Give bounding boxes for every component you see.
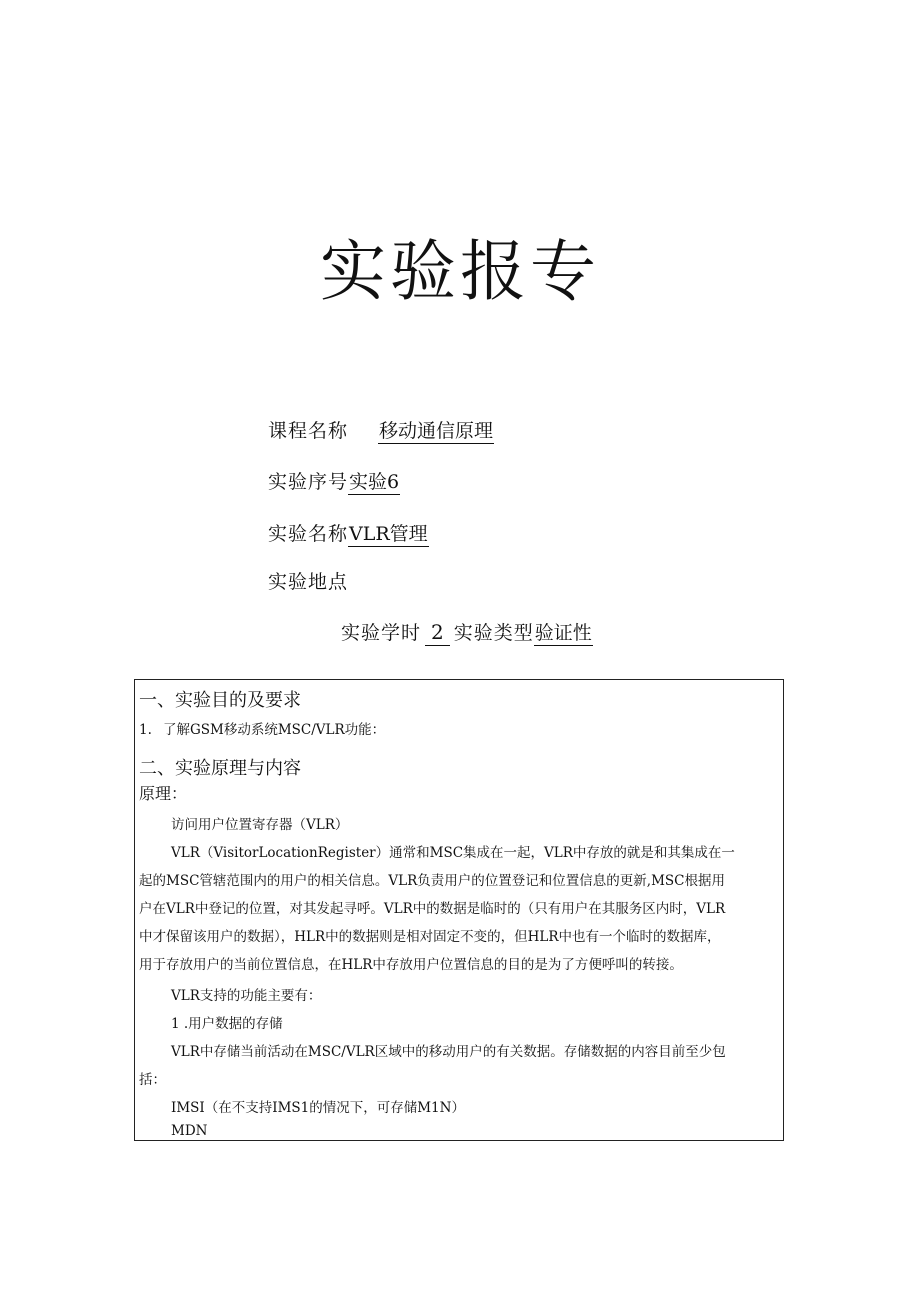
paragraph-line: VLR（VisitorLocationRegister）通常和MSC集成在一起，VLR中存放的就是和其集成在一 — [171, 845, 735, 861]
paragraph-line: IMSI（在不支持IMS1的情况下，可存储M1N） — [171, 1100, 465, 1116]
name-row — [268, 519, 429, 546]
paragraph-line: 户在VLR中登记的位置，对其发起寻呼。VLR中的数据是临时的（只有用户在其服务区内时，VLR — [139, 901, 726, 917]
course-value: 移动通信原理 — [379, 420, 494, 442]
seq-value: 实验6 — [349, 471, 400, 493]
section2-heading: 二、实验原理与内容 — [139, 758, 301, 779]
paragraph-line: VLR中存储当前活动在MSC/VLR区域中的移动用户的有关数据。存储数据的内容目前至少包 — [171, 1044, 726, 1060]
name-label: 实验名称 — [268, 523, 349, 545]
paragraph-line: VLR支持的功能主要有： — [171, 988, 322, 1004]
paragraph-line: MDN — [171, 1123, 208, 1139]
item1-number: 1. — [139, 722, 152, 738]
principle-label: 原理： — [139, 784, 188, 803]
content-box — [134, 679, 784, 1141]
section1-heading: 一、实验目的及要求 — [139, 690, 301, 711]
hours-value: 2 — [425, 620, 450, 646]
paragraph-line: 括： — [139, 1072, 166, 1088]
seq-row — [268, 467, 400, 494]
hours-label: 实验学时 — [341, 622, 422, 644]
course-label: 课程名称 — [268, 420, 349, 442]
item1-text: 了解GSM移动系统MSC/VLR功能： — [163, 722, 386, 738]
paragraph-line: 用于存放用户的当前位置信息，在HLR中存放用户位置信息的目的是为了方便呼叫的转接。 — [139, 957, 683, 973]
paragraph-line: 起的MSC管辖范围内的用户的相关信息。VLR负责用户的位置登记和位置信息的更新,MSC根据用 — [139, 873, 725, 889]
course-row — [268, 416, 494, 443]
hours-row — [341, 618, 593, 645]
seq-label: 实验序号 — [268, 471, 349, 493]
paragraph-line: 中才保留该用户的数据），HLR中的数据则是相对固定不变的，但HLR中也有一个临时的数据库， — [139, 929, 721, 945]
paragraph-line: 访问用户位置寄存器（VLR） — [171, 817, 349, 833]
name-value: VLR管理 — [349, 523, 428, 545]
document-title: 实验报专 — [320, 233, 600, 310]
place-label: 实验地点 — [268, 571, 349, 593]
type-value: 验证性 — [534, 622, 592, 644]
list-item — [139, 718, 385, 738]
type-label: 实验类型 — [453, 622, 534, 644]
paragraph-line: 1 .用户数据的存储 — [171, 1016, 283, 1032]
place-row — [268, 567, 348, 594]
